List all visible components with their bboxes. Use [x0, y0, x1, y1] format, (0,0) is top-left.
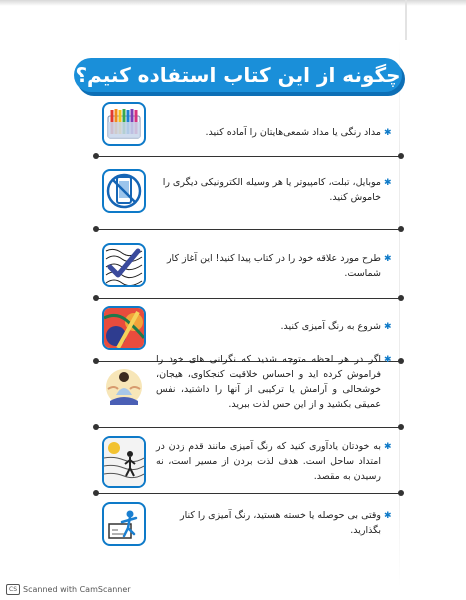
bullet-icon: ✱ — [384, 254, 392, 264]
bullet-icon: ✱ — [384, 511, 392, 521]
colored-pencils-icon — [102, 102, 146, 146]
instruction-text: شروع به رنگ آمیزی کنید. — [280, 321, 381, 332]
bullet-icon: ✱ — [384, 442, 392, 452]
instruction-text: وقتی بی حوصله یا خسته هستید، رنگ آمیزی را کنار بگذارید. — [180, 510, 381, 536]
scanner-text: Scanned with CamScanner — [23, 585, 131, 594]
page-fold-mark — [405, 0, 407, 40]
leaving-person-icon — [102, 502, 146, 546]
list-item — [96, 237, 401, 293]
instruction-text: مداد رنگی یا مداد شمعی‌هایتان را آماده کنید. — [205, 127, 381, 138]
instruction-text: طرح مورد علاقه خود را در کتاب پیدا کنید! این آغاز کار شماست. — [166, 253, 381, 279]
pattern-checkmark-icon — [102, 243, 146, 287]
instruction-text: موبایل، تبلت، کامپیوتر یا هر وسیله الکترونیکی دیگری را خاموش کنید. — [162, 177, 381, 203]
divider — [96, 229, 401, 230]
divider — [96, 156, 401, 157]
scanner-watermark — [6, 584, 131, 595]
coloring-pattern-icon — [102, 306, 146, 350]
bullet-icon: ✱ — [384, 178, 392, 188]
no-phone-icon — [102, 169, 146, 213]
list-item — [96, 432, 401, 492]
meditating-person-icon — [102, 367, 146, 411]
divider — [96, 298, 401, 299]
page-title-banner — [74, 58, 402, 92]
page-title: چگونه از این کتاب استفاده کنیم؟ — [75, 63, 401, 87]
list-item — [96, 164, 401, 220]
instruction-text: اگر در هر لحظه متوجه شدید که نگرانی های خود را فراموش کرده اید و احساس خلاقیت کنجکاوی، هیجان، خوشحالی و آرامش یا ترکیبی از آنها را داشتید، نفس عمیقی بکشید و از این حس لذت ببرید. — [156, 354, 381, 410]
divider — [96, 427, 401, 428]
page-top-edge — [0, 0, 466, 6]
divider — [96, 493, 401, 494]
walking-path-icon — [102, 436, 146, 488]
bullet-icon: ✱ — [384, 355, 392, 365]
bullet-icon: ✱ — [384, 128, 392, 138]
camscanner-logo-icon: CS — [6, 584, 20, 595]
instruction-text: به خودتان یادآوری کنید که رنگ آمیزی مانند قدم زدن در امتداد ساحل است. هدف لذت بردن از مسیر است، نه رسیدن به مقصد. — [156, 441, 381, 482]
bullet-icon: ✱ — [384, 322, 392, 332]
list-item — [96, 102, 401, 148]
list-item — [96, 500, 401, 550]
list-item — [96, 347, 401, 423]
